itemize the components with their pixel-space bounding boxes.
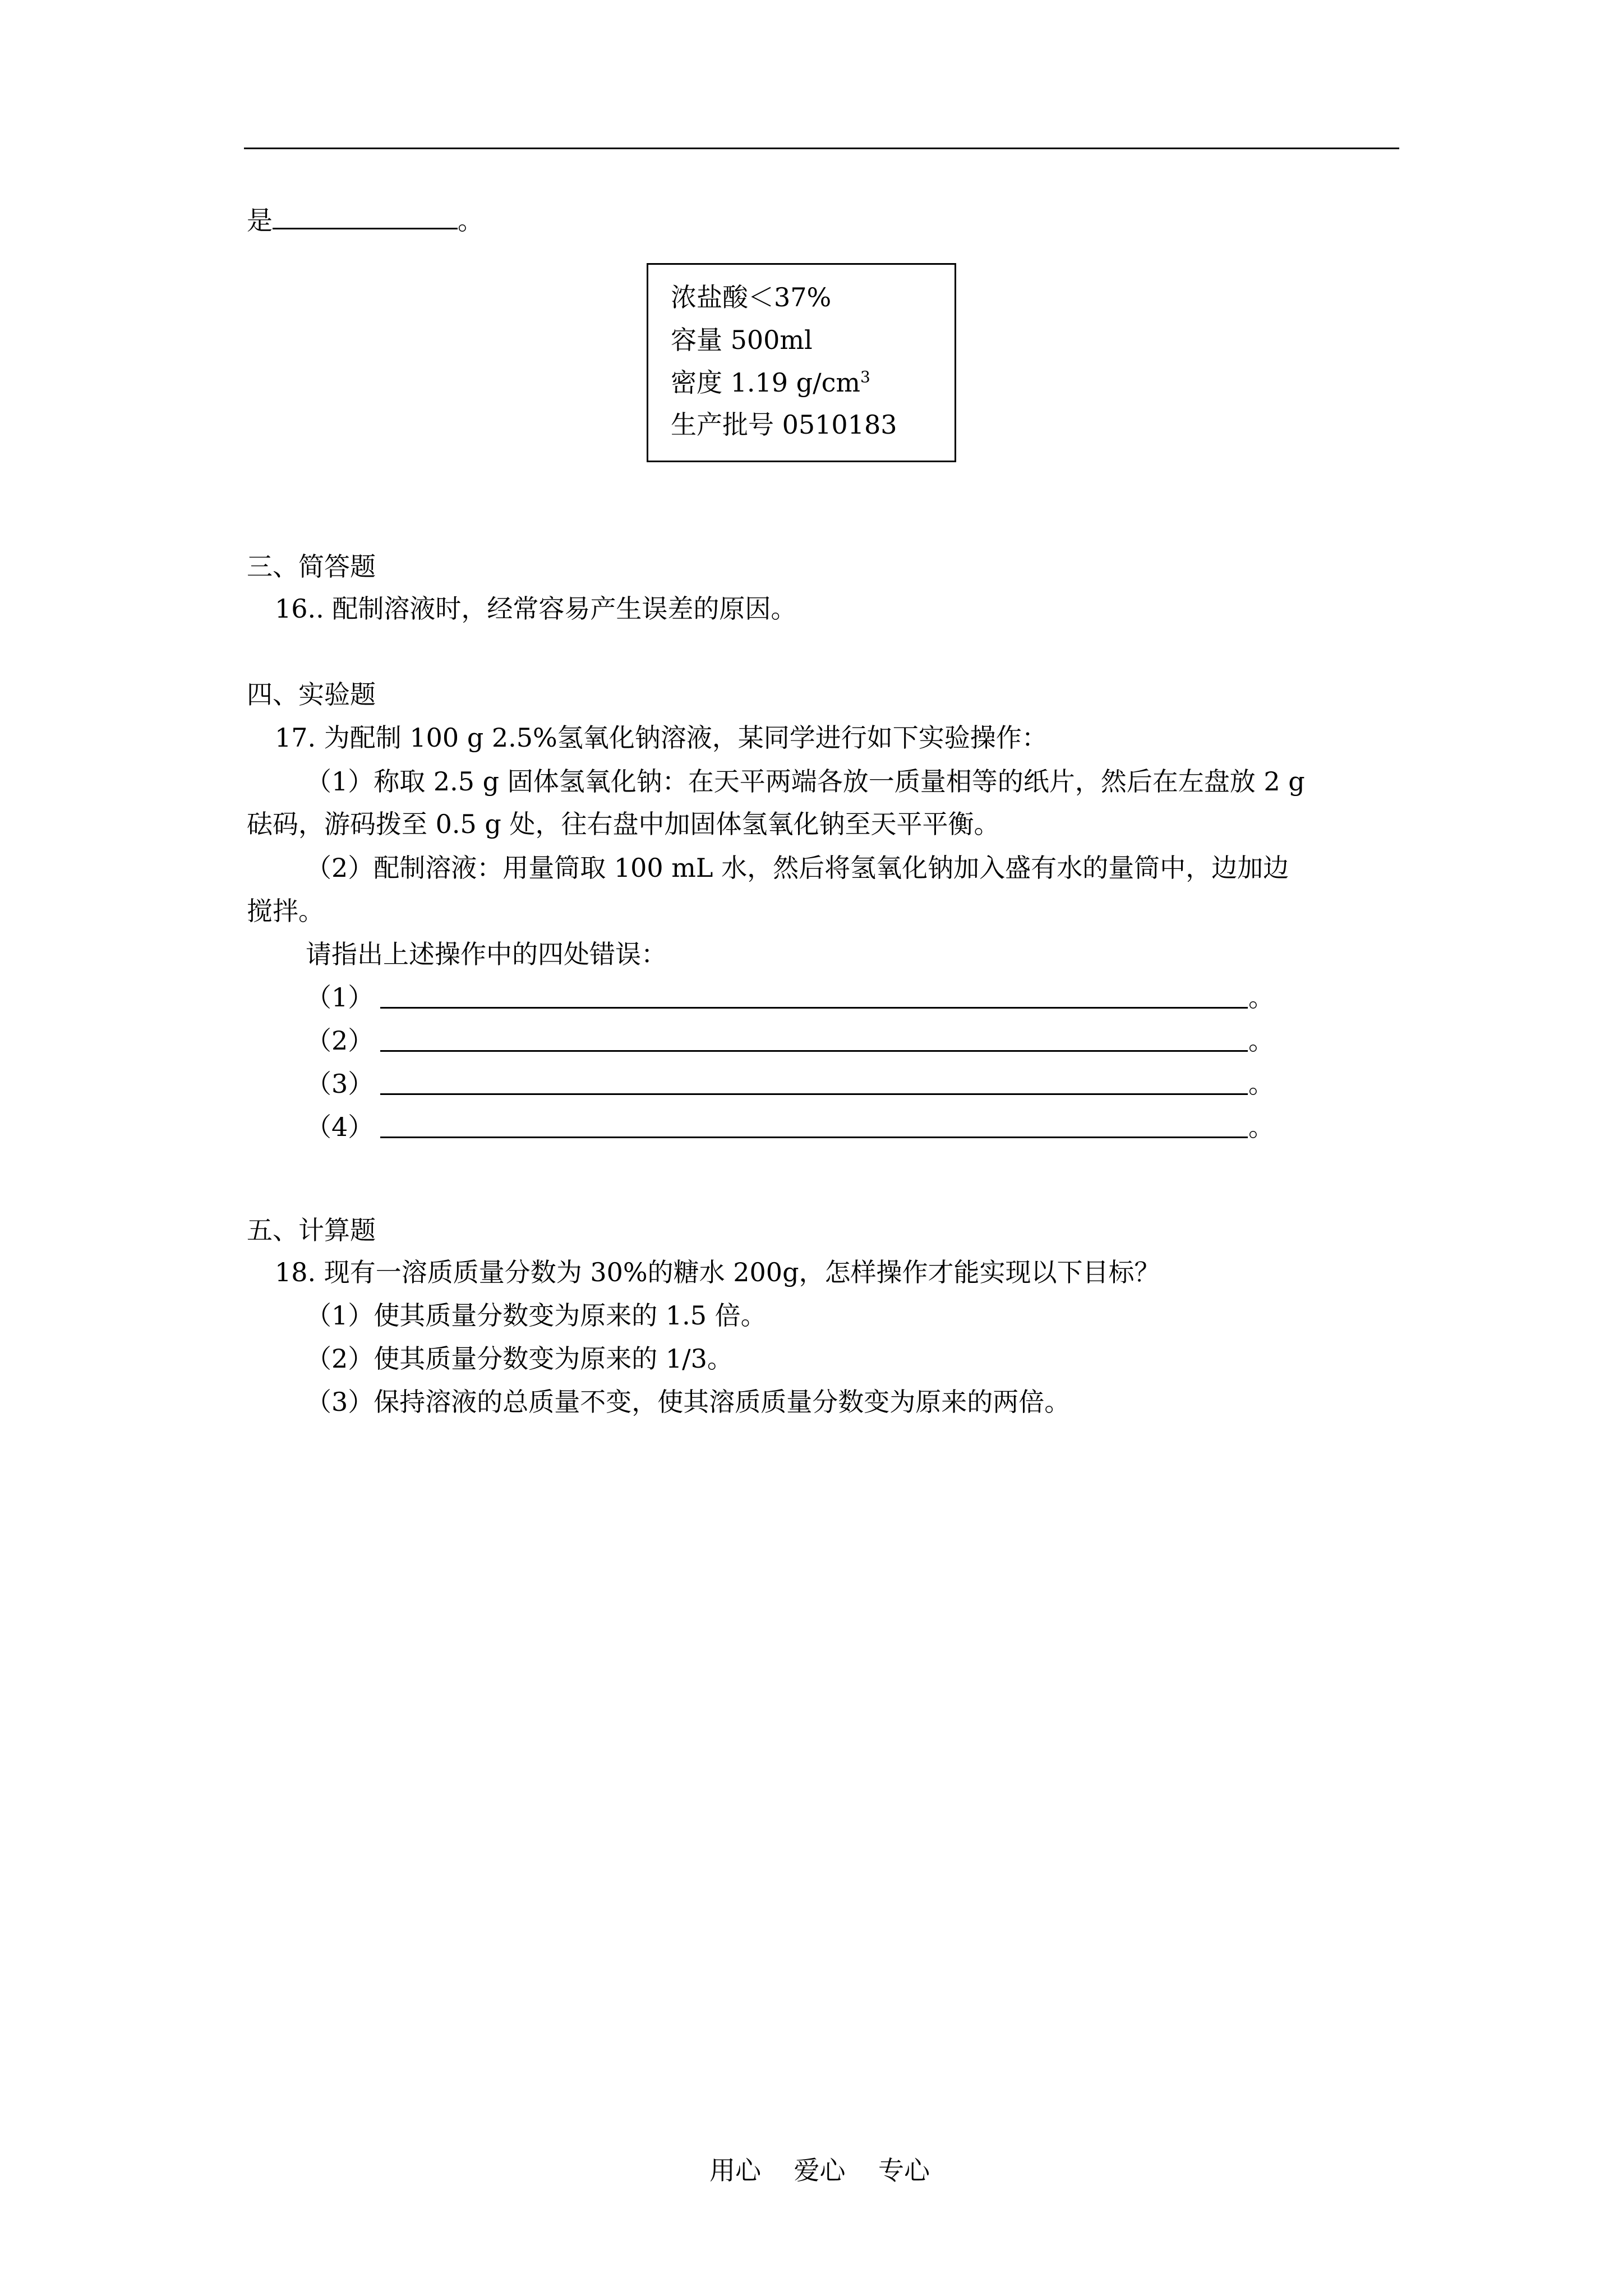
- section-heading-calculation: 五、计算题: [247, 1215, 376, 1245]
- answer-number-1: （1）: [306, 982, 374, 1013]
- answer-end-1: 。: [1248, 982, 1274, 1013]
- question-18: 18. 现有一溶质质量分数为 30%的糖水 200g，怎样操作才能实现以下目标？: [275, 1257, 1160, 1287]
- page-footer: 用心 爱心 专心: [709, 2155, 930, 2185]
- answer-number-4: （4）: [306, 1112, 374, 1142]
- density-superscript: 3: [860, 367, 870, 386]
- section-heading-short-answer: 三、简答题: [247, 551, 376, 582]
- question-17: 17. 为配制 100 g 2.5%氢氧化钠溶液，某同学进行如下实验操作：: [275, 723, 1048, 753]
- answer-end-3: 。: [1248, 1069, 1274, 1099]
- answer-end-4: 。: [1248, 1112, 1274, 1142]
- answer-number-3: （3）: [306, 1069, 374, 1099]
- q17-step2-line1: （2）配制溶液：用量筒取 100 mL 水，然后将氢氧化钠加入盛有水的量筒中，边加边: [306, 853, 1289, 883]
- reagent-label-box: [647, 263, 956, 462]
- label-line-volume: 容量 500ml: [671, 325, 813, 355]
- answer-line-2[interactable]: [380, 1050, 1248, 1052]
- q18-item-3: （3）保持溶液的总质量不变，使其溶质质量分数变为原来的两倍。: [306, 1387, 1071, 1417]
- section-heading-experiment: 四、实验题: [247, 679, 376, 710]
- q17-step1-line1: （1）称取 2.5 g 固体氢氧化钠：在天平两端各放一质量相等的纸片，然后在左盘放 2 g: [306, 766, 1305, 797]
- label-line-density: [671, 367, 870, 398]
- answer-line-3[interactable]: [380, 1093, 1248, 1095]
- q17-step1-line2: 砝码，游码拨至 0.5 g 处，往右盘中加固体氢氧化钠至天平平衡。: [247, 809, 1000, 839]
- label-line-acid: 浓盐酸＜37%: [671, 282, 832, 312]
- answer-number-2: （2）: [306, 1025, 374, 1056]
- density-text: 密度 1.19 g/cm: [671, 367, 860, 398]
- question-suffix: 。: [458, 205, 483, 236]
- answer-line-4[interactable]: [380, 1137, 1248, 1138]
- question-prefix: 是: [247, 205, 273, 236]
- label-line-batch: 生产批号 0510183: [671, 409, 897, 440]
- continued-question-line: [247, 205, 483, 236]
- q18-item-2: （2）使其质量分数变为原来的 1/3。: [306, 1343, 733, 1374]
- fill-in-blank[interactable]: [273, 224, 458, 229]
- q17-step2-line2: 搅拌。: [247, 896, 324, 926]
- header-rule: [244, 148, 1399, 149]
- answer-line-1[interactable]: [380, 1007, 1248, 1009]
- question-16: 16.. 配制溶液时，经常容易产生误差的原因。: [275, 593, 797, 624]
- answer-end-2: 。: [1248, 1025, 1274, 1056]
- q17-prompt: 请指出上述操作中的四处错误：: [306, 939, 667, 969]
- q18-item-1: （1）使其质量分数变为原来的 1.5 倍。: [306, 1300, 767, 1331]
